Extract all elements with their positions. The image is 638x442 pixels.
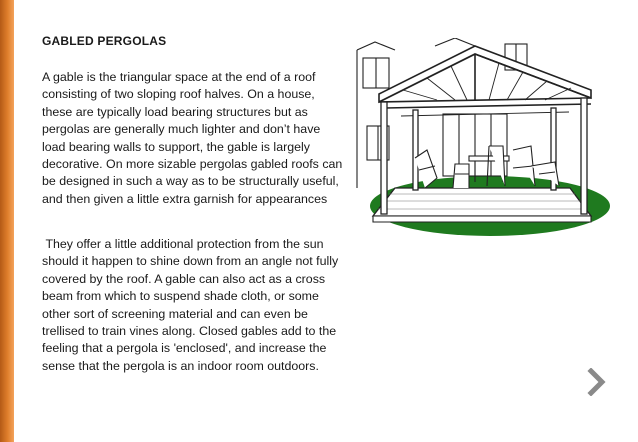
paragraph-2: They offer a little additional protection from the sun should it happen to shine down from an angle not fully covered by the roof. A gable can also act as a cross beam from which to suspend shade cloth, or some other sort of screening material and can even be trellised to train vines along. Closed gables add to the feeling that a pergola is 'enclosed', and increase the sense that the pergola is an indoor room outdoors. <box>42 237 342 373</box>
slide-title: GABLED PERGOLAS <box>42 34 167 48</box>
accent-bar <box>0 0 14 442</box>
gabled-pergola-illustration <box>355 38 611 238</box>
paragraph-1: A gable is the triangular space at the end of a roof consisting of two sloping roof halves. On a house, these are typically load bearing structures but as pergolas are generally much lighter and don’t have load bearing walls to support, the gable is largely decorative. On more sizable pergolas gabled roofs can be designed in such a way as to be structurally useful, and then given a little extra garnish for appearances <box>42 70 343 206</box>
chevron-right-icon[interactable] <box>586 368 608 396</box>
gabled-roof <box>379 46 591 108</box>
deck <box>373 188 591 216</box>
